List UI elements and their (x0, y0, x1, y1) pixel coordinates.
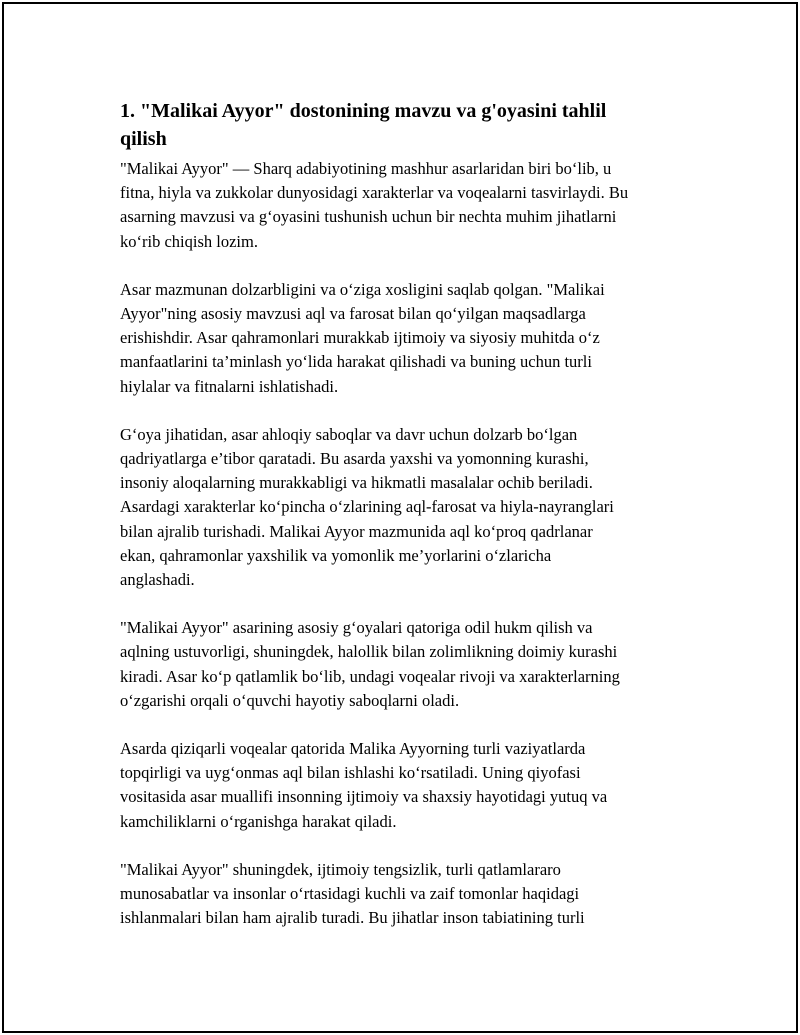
paragraph-3 (120, 423, 690, 592)
paragraph-line: anglashadi. (120, 570, 195, 590)
paragraph-line: "Malikai Ayyor" — Sharq adabiyotining mashhur asarlaridan biri bo‘lib, u (120, 159, 612, 178)
paragraph-line: "Malikai Ayyor" asarining asosiy g‘oyalari qatoriga odil hukm qilish va (120, 618, 593, 638)
paragraph-4 (120, 616, 690, 713)
document-title (120, 97, 690, 153)
page-frame (2, 2, 798, 1033)
paragraph-line: fitna, hiyla va zukkolar dunyosidagi xarakterlar va voqealarni tasvirlaydi. Bu (120, 183, 629, 203)
paragraph-line: topqirligi va uyg‘onmas aql bilan ishlashi ko‘rsatiladi. Uning qiyofasi (120, 763, 581, 783)
paragraph-line: Asardagi xarakterlar ko‘pincha o‘zlarining aql-farosat va hiyla-nayranglari (120, 497, 614, 517)
paragraph-line: Asar mazmunan dolzarbligini va o‘ziga xosligini saqlab qolgan. "Malikai (120, 279, 605, 299)
document-body (120, 97, 690, 954)
paragraph-line: ekan, qahramonlar yaxshilik va yomonlik me’yorlarini o‘zlaricha (120, 545, 552, 565)
paragraph-line: munosabatlar va insonlar o‘rtasidagi kuchli va zaif tomonlar haqidagi (120, 884, 580, 904)
paragraph-line: asarning mavzusi va g‘oyasini tushunish uchun bir nechta muhim jihatlarni (120, 207, 617, 227)
paragraph-line: aqlning ustuvorligi, shuningdek, halollik bilan zolimlikning doimiy kurashi (120, 642, 618, 662)
paragraph-line: kiradi. Asar ko‘p qatlamlik bo‘lib, undagi voqealar rivoji va xarakterlarning (120, 666, 620, 686)
paragraph-line: o‘zgarishi orqali o‘quvchi hayotiy saboqlarni oladi. (120, 690, 460, 710)
title-line: 1. "Malikai Ayyor" dostonining mavzu va g'oyasini tahlil (120, 100, 607, 122)
paragraph-line: kamchiliklarni o‘rganishga harakat qiladi. (120, 811, 397, 831)
paragraph-5 (120, 737, 690, 834)
paragraph-1 (120, 157, 690, 254)
paragraph-line: hiylalar va fitnalarni ishlatishadi. (120, 376, 339, 396)
paragraph-line: ko‘rib chiqish lozim. (120, 231, 258, 251)
paragraph-6 (120, 858, 690, 931)
paragraph-line: Ayyor"ning asosiy mavzusi aql va farosat bilan qo‘yilgan maqsadlarga (120, 304, 586, 324)
paragraph-line: qadriyatlarga e’tibor qaratadi. Bu asarda yaxshi va yomonning kurashi, (120, 449, 589, 469)
paragraph-line: "Malikai Ayyor" shuningdek, ijtimoiy tengsizlik, turli qatlamlararo (120, 859, 561, 879)
paragraph-line: Asarda qiziqarli voqealar qatorida Malika Ayyorning turli vaziyatlarda (120, 739, 586, 759)
paragraph-line: manfaatlarini ta’minlash yo‘lida harakat qilishadi va buning uchun turli (120, 352, 592, 372)
paragraph-line: insoniy aloqalarning murakkabligi va hikmatli masalalar ochib beriladi. (120, 473, 593, 493)
paragraph-line: G‘oya jihatidan, asar ahloqiy saboqlar va davr uchun dolzarb bo‘lgan (120, 424, 578, 444)
title-line: qilish (120, 128, 167, 150)
paragraph-line: erishishdir. Asar qahramonlari murakkab ijtimoiy va siyosiy muhitda o‘z (120, 328, 600, 348)
paragraph-line: vositasida asar muallifi insonning ijtimoiy va shaxsiy hayotidagi yutuq va (120, 787, 608, 807)
paragraph-line: ishlanmalari bilan ham ajralib turadi. Bu jihatlar inson tabiatining turli (120, 908, 585, 928)
paragraph-2 (120, 278, 690, 399)
paragraph-line: bilan ajralib turishadi. Malikai Ayyor mazmunida aql ko‘proq qadrlanar (120, 521, 593, 541)
